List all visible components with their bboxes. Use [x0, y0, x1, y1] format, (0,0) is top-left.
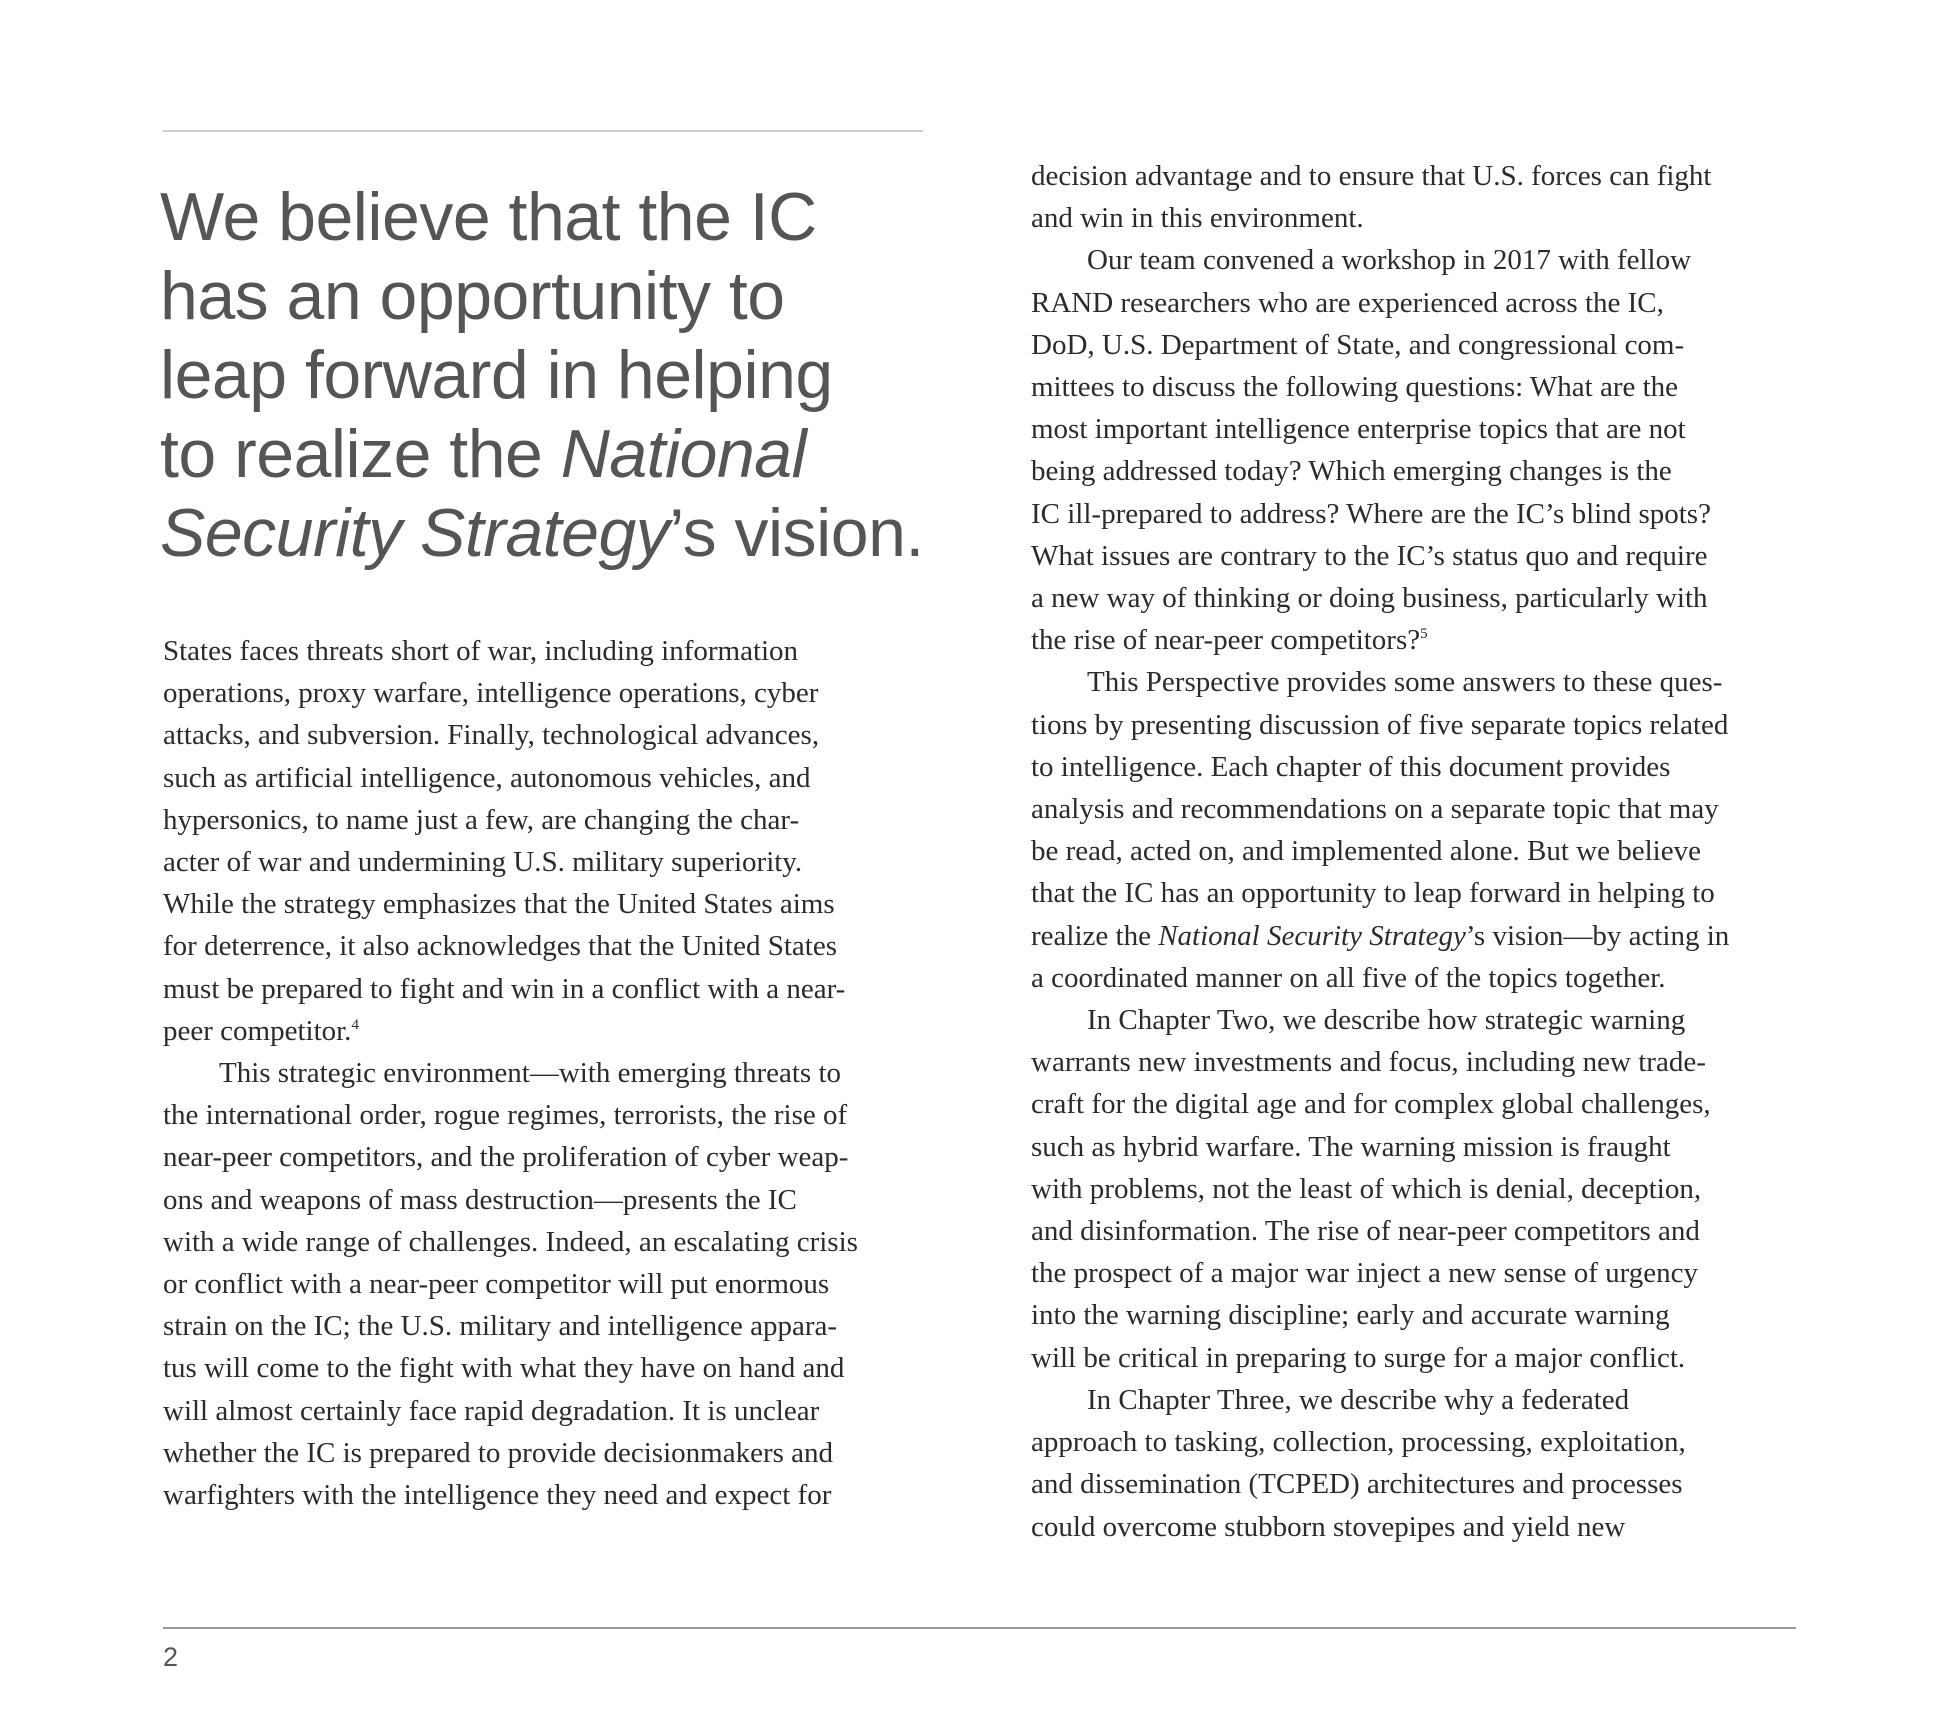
pull-quote: [160, 178, 940, 573]
text-line: for deterrence, it also acknowledges that the United States: [163, 930, 838, 963]
text-line: could overcome stubborn stovepipes and yield new: [1031, 1510, 1626, 1543]
left-column: [163, 630, 923, 1516]
text-line: such as hybrid warfare. The warning mission is fraught: [1031, 1130, 1671, 1163]
text-line: most important intelligence enterprise topics that are not: [1031, 413, 1686, 446]
pull-quote-text: ’s vision.: [669, 495, 924, 571]
text-line: being addressed today? Which emerging changes is the: [1031, 455, 1672, 488]
text-line: While the strategy emphasizes that the United States aims: [163, 888, 835, 921]
text-line: approach to tasking, collection, processing, exploitation,: [1031, 1426, 1686, 1459]
text-line: with problems, not the least of which is denial, deception,: [1031, 1172, 1702, 1205]
text-line: must be prepared to fight and win in a conflict with a near-: [163, 972, 846, 1005]
text-line: In Chapter Three, we describe why a federated: [1087, 1383, 1630, 1416]
pull-quote-text: to realize the: [160, 416, 561, 492]
text-line: will be critical in preparing to surge for a major conflict.: [1031, 1341, 1686, 1374]
text-line: a new way of thinking or doing business, particularly with: [1031, 582, 1708, 615]
pull-quote-italic: National: [560, 416, 807, 492]
text-line: such as artificial intelligence, autonomous vehicles, and: [163, 761, 811, 794]
footnote-ref: 4: [351, 1016, 359, 1033]
pull-quote-line: leap forward in helping: [160, 337, 833, 413]
text-line: Our team convened a workshop in 2017 with fellow: [1087, 244, 1692, 277]
italic-title: National Security Strategy: [1158, 919, 1466, 952]
text-line: RAND researchers who are experienced across the IC,: [1031, 286, 1664, 319]
text-line: a coordinated manner on all five of the topics together.: [1031, 961, 1666, 994]
pull-quote-line: [160, 494, 940, 573]
text-segment: peer competitor.: [163, 1014, 352, 1047]
text-line: warfighters with the intelligence they need and expect for: [163, 1479, 832, 1512]
text-line: warrants new investments and focus, including new trade-: [1031, 1046, 1706, 1079]
text-line: and disinformation. The rise of near-peer competitors and: [1031, 1215, 1700, 1248]
text-line: to intelligence. Each chapter of this document provides: [1031, 750, 1671, 783]
text-line: that the IC has an opportunity to leap forward in helping to: [1031, 877, 1715, 910]
text-line: operations, proxy warfare, intelligence operations, cyber: [163, 677, 819, 710]
text-line: tus will come to the fight with what they have on hand and: [163, 1352, 845, 1385]
text-line: be read, acted on, and implemented alone. But we believe: [1031, 835, 1701, 868]
text-line: with a wide range of challenges. Indeed, an escalating crisis: [163, 1225, 858, 1258]
text-line: ons and weapons of mass destruction—presents the IC: [163, 1183, 797, 1216]
text-line: This strategic environment—with emerging threats to: [219, 1057, 842, 1090]
text-line: States faces threats short of war, including information: [163, 635, 799, 667]
footnote-ref: 5: [1420, 626, 1428, 643]
pull-quote-italic: Security Strategy: [160, 495, 670, 571]
text-line: hypersonics, to name just a few, are changing the char-: [163, 803, 800, 836]
text-line: mittees to discuss the following questions: What are the: [1031, 371, 1679, 404]
text-line: tions by presenting discussion of five separate topics related: [1031, 708, 1729, 741]
pull-quote-line: We believe that the IC: [160, 179, 817, 255]
right-column: [1031, 155, 1801, 1548]
text-line: [163, 1010, 923, 1052]
pull-quote-line: [160, 415, 940, 494]
text-line: and win in this environment.: [1031, 202, 1364, 235]
text-line: [1031, 915, 1801, 957]
text-line: strain on the IC; the U.S. military and intelligence appara-: [163, 1310, 838, 1343]
text-line: whether the IC is prepared to provide decisionmakers and: [163, 1436, 834, 1469]
pull-quote-line: has an opportunity to: [160, 258, 785, 334]
text-line: In Chapter Two, we describe how strategic warning: [1087, 1004, 1686, 1037]
text-line: and dissemination (TCPED) architectures and processes: [1031, 1468, 1683, 1501]
top-rule: [163, 130, 923, 132]
text-line: craft for the digital age and for complex global challenges,: [1031, 1088, 1711, 1121]
text-segment: the rise of near-peer competitors?: [1031, 624, 1421, 657]
text-line: This Perspective provides some answers to these ques-: [1087, 666, 1723, 699]
text-line: analysis and recommendations on a separate topic that may: [1031, 793, 1719, 826]
text-segment: realize the: [1031, 919, 1159, 952]
text-line: into the warning discipline; early and accurate warning: [1031, 1299, 1670, 1332]
text-line: What issues are contrary to the IC’s status quo and require: [1031, 539, 1708, 572]
page-number: 2: [163, 1642, 179, 1672]
text-line: decision advantage and to ensure that U.S. forces can fight: [1031, 160, 1712, 192]
text-segment: ’s vision—by acting in: [1465, 919, 1730, 952]
text-line: will almost certainly face rapid degradation. It is unclear: [163, 1394, 820, 1427]
text-line: IC ill-prepared to address? Where are the IC’s blind spots?: [1031, 497, 1711, 530]
text-line: DoD, U.S. Department of State, and congressional com-: [1031, 328, 1685, 361]
text-line: or conflict with a near-peer competitor will put enormous: [163, 1268, 830, 1301]
text-line: the international order, rogue regimes, terrorists, the rise of: [163, 1099, 848, 1132]
text-line: the prospect of a major war inject a new sense of urgency: [1031, 1257, 1699, 1290]
text-line: attacks, and subversion. Finally, technological advances,: [163, 719, 820, 752]
text-line: [1031, 619, 1801, 661]
text-line: acter of war and undermining U.S. military superiority.: [163, 846, 803, 879]
text-line: near-peer competitors, and the proliferation of cyber weap-: [163, 1141, 849, 1174]
footer-rule: [163, 1627, 1796, 1629]
